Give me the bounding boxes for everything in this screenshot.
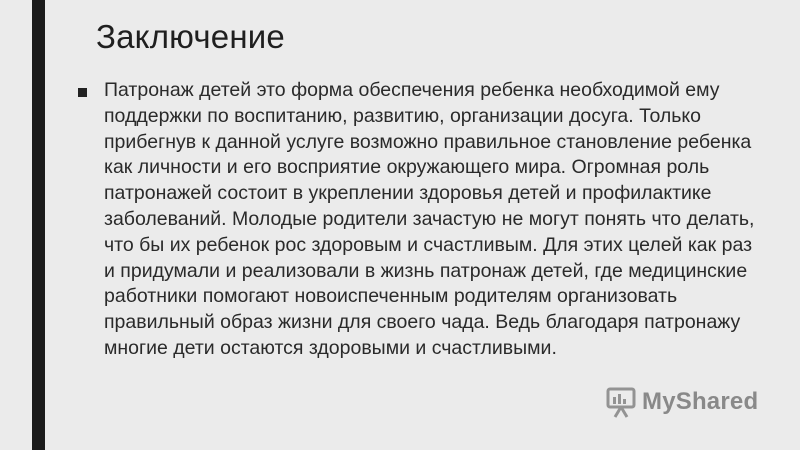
bullet-paragraph: Патронаж детей это форма обеспечения ребенка необходимой ему поддержки по воспитанию, развитию, организации досуга. Только прибегнув к данной услуге возможно правильное становление ребенка как личности и его восприятие окружающего мира. Огромная роль патронажей состоит в укреплении здоровья детей и профилактике заболеваний. Молодые родители зачастую не могут понять что делать, что бы их ребенок рос здоровым и счастливым. Для этих целей как раз и придумали и реализовали в жизнь патронаж детей, где медицинские работники помогают новоиспеченным родителям организовать правильный образ жизни для своего чада. Ведь благодаря патронажу многие дети остаются здоровыми и счастливыми. <box>104 79 755 359</box>
presentation-board-icon <box>606 385 636 419</box>
myshared-watermark <box>606 385 758 419</box>
slide-title: Заключение <box>96 18 285 55</box>
watermark-text: MyShared <box>642 388 759 415</box>
left-accent-bar <box>32 0 45 450</box>
slide-content <box>78 78 768 362</box>
square-bullet-icon <box>78 88 87 97</box>
